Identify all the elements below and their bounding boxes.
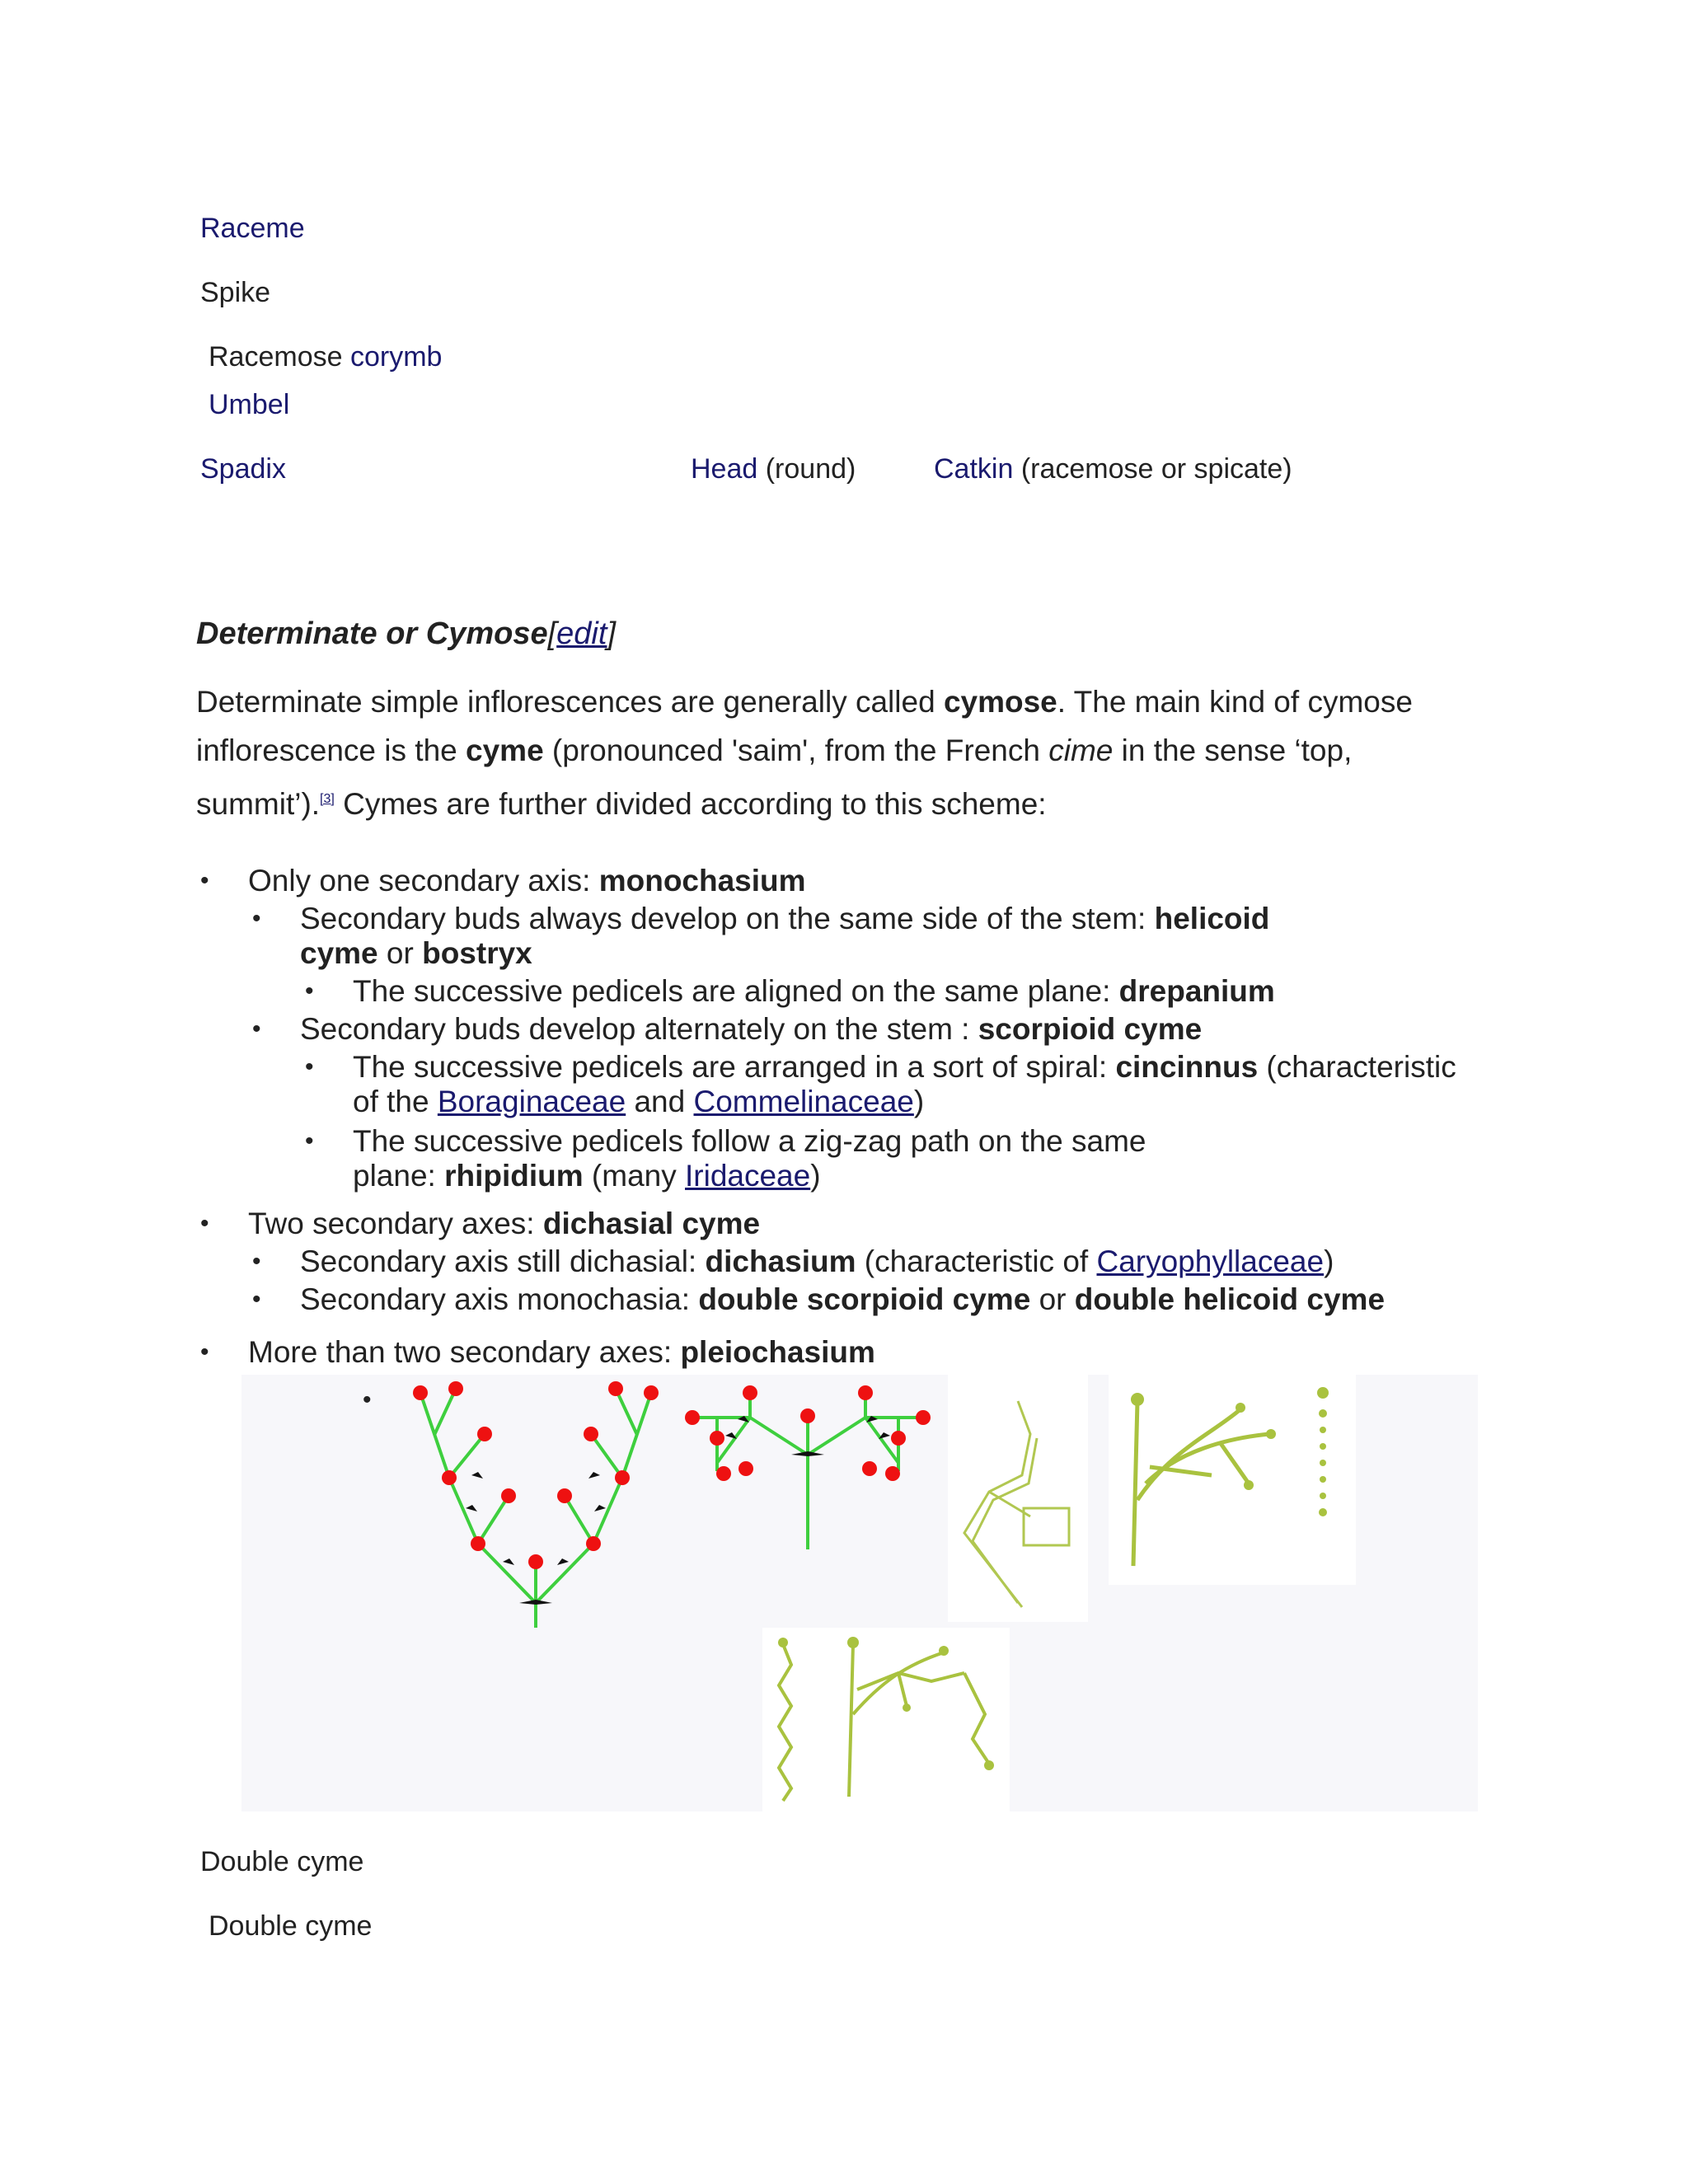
item-bold: helicoid cyme [300,902,1270,970]
item-bold: scorpioid cyme [978,1012,1203,1046]
item-bold: dichasial cyme [542,1207,761,1240]
item-text: (many [583,1159,685,1193]
item-text: Secondary axis monochasia: [300,1282,699,1316]
cyme-panel [1109,1375,1356,1585]
rhipidium-panel [762,1628,1010,1813]
caryophyllaceae-link[interactable]: Caryophyllaceae [1096,1244,1325,1278]
empty-bullet-icon: • [363,1386,372,1413]
item-text: or [1030,1282,1075,1316]
item-bold: double helicoid cyme [1074,1282,1386,1316]
item-text: Only one secondary axis: [248,864,599,898]
item-bold: monochasium [598,864,806,898]
caption-double-cyme-2: Double cyme [209,1910,373,1942]
section-title-text: Determinate or Cymose [196,616,548,651]
intro-text-3: (pronounced 'saim', from the French [543,733,1049,767]
item-bold: pleiochasium [680,1335,875,1369]
caption-double-cyme-1: Double cyme [200,1846,364,1877]
item-bold: drepanium [1118,974,1275,1008]
head-note: (round) [757,453,856,485]
boraginaceae-link[interactable]: Boraginaceae [437,1085,626,1118]
edit-link[interactable]: edit [556,616,607,651]
item-text: Secondary buds always develop on the same side of the stem: [300,902,1155,935]
intro-bold-cyme: cyme [466,733,544,767]
edit-bracket-open: [ [547,616,557,651]
item-text: (characteristic of [856,1244,1097,1278]
item-text: ) [810,1159,821,1193]
intro-bold-cymose: cymose [943,685,1057,719]
intro-text-5: Cymes are further divided according to this scheme: [334,787,1047,821]
reference-link[interactable]: [3] [320,792,335,806]
caption-racemose-text: Racemose [209,341,350,373]
corymb-link[interactable]: corymb [349,341,443,373]
item-text: The successive pedicels follow a zig-zag path on the same plane: [353,1124,1146,1193]
edit-bracket-close: ] [607,616,616,651]
drepanium-panel [948,1375,1088,1622]
bullet-icon: • [200,1210,209,1237]
item-text: Two secondary axes: [248,1207,543,1240]
intro-italic-cime: cime [1048,733,1114,767]
item-text: The successive pedicels are aligned on the same plane: [353,974,1119,1008]
iridaceae-link[interactable]: Iridaceae [685,1159,811,1193]
commelinaceae-link[interactable]: Commelinaceae [693,1085,914,1118]
item-bold: bostryx [422,936,532,970]
item-bold: double scorpioid cyme [698,1282,1031,1316]
intro-text-4: in the sense ‘top, summit’). [196,733,1353,821]
head-link[interactable]: Head [691,453,758,485]
bullet-icon: • [252,905,261,932]
intro-text-1: Determinate simple inflorescences are generally called [196,685,944,719]
catkin-note: (racemose or spicate) [1013,453,1292,485]
bullet-icon: • [252,1248,261,1275]
item-text: Secondary buds develop alternately on the stem : [300,1012,978,1046]
bullet-icon: • [252,1286,261,1313]
item-bold: dichasium [705,1244,856,1278]
bullet-icon: • [200,1338,209,1366]
item-text: ) [1324,1244,1334,1278]
bullet-icon: • [305,1053,314,1080]
bullet-icon: • [305,1127,314,1155]
caption-raceme[interactable]: Raceme [200,213,305,244]
caption-spadix[interactable]: Spadix [200,453,286,485]
item-text: Secondary axis still dichasial: [300,1244,706,1278]
bullet-icon: • [200,867,209,894]
item-text: and [626,1085,694,1118]
bullet-icon: • [252,1015,261,1043]
bullet-icon: • [305,977,314,1005]
item-text: More than two secondary axes: [248,1335,681,1369]
intro-text-2: . The main kind of cymose inflorescence is the [196,685,1413,767]
item-text: The successive pedicels are arranged in a sort of spiral: [353,1050,1116,1084]
item-text: (characteristic of the [353,1050,1456,1118]
item-bold: rhipidium [444,1159,584,1193]
caption-umbel[interactable]: Umbel [209,389,290,420]
caption-spike: Spike [200,277,271,308]
item-bold: cincinnus [1115,1050,1259,1084]
item-text: ) [913,1085,925,1118]
item-text: or [377,936,423,970]
catkin-link[interactable]: Catkin [934,453,1014,485]
